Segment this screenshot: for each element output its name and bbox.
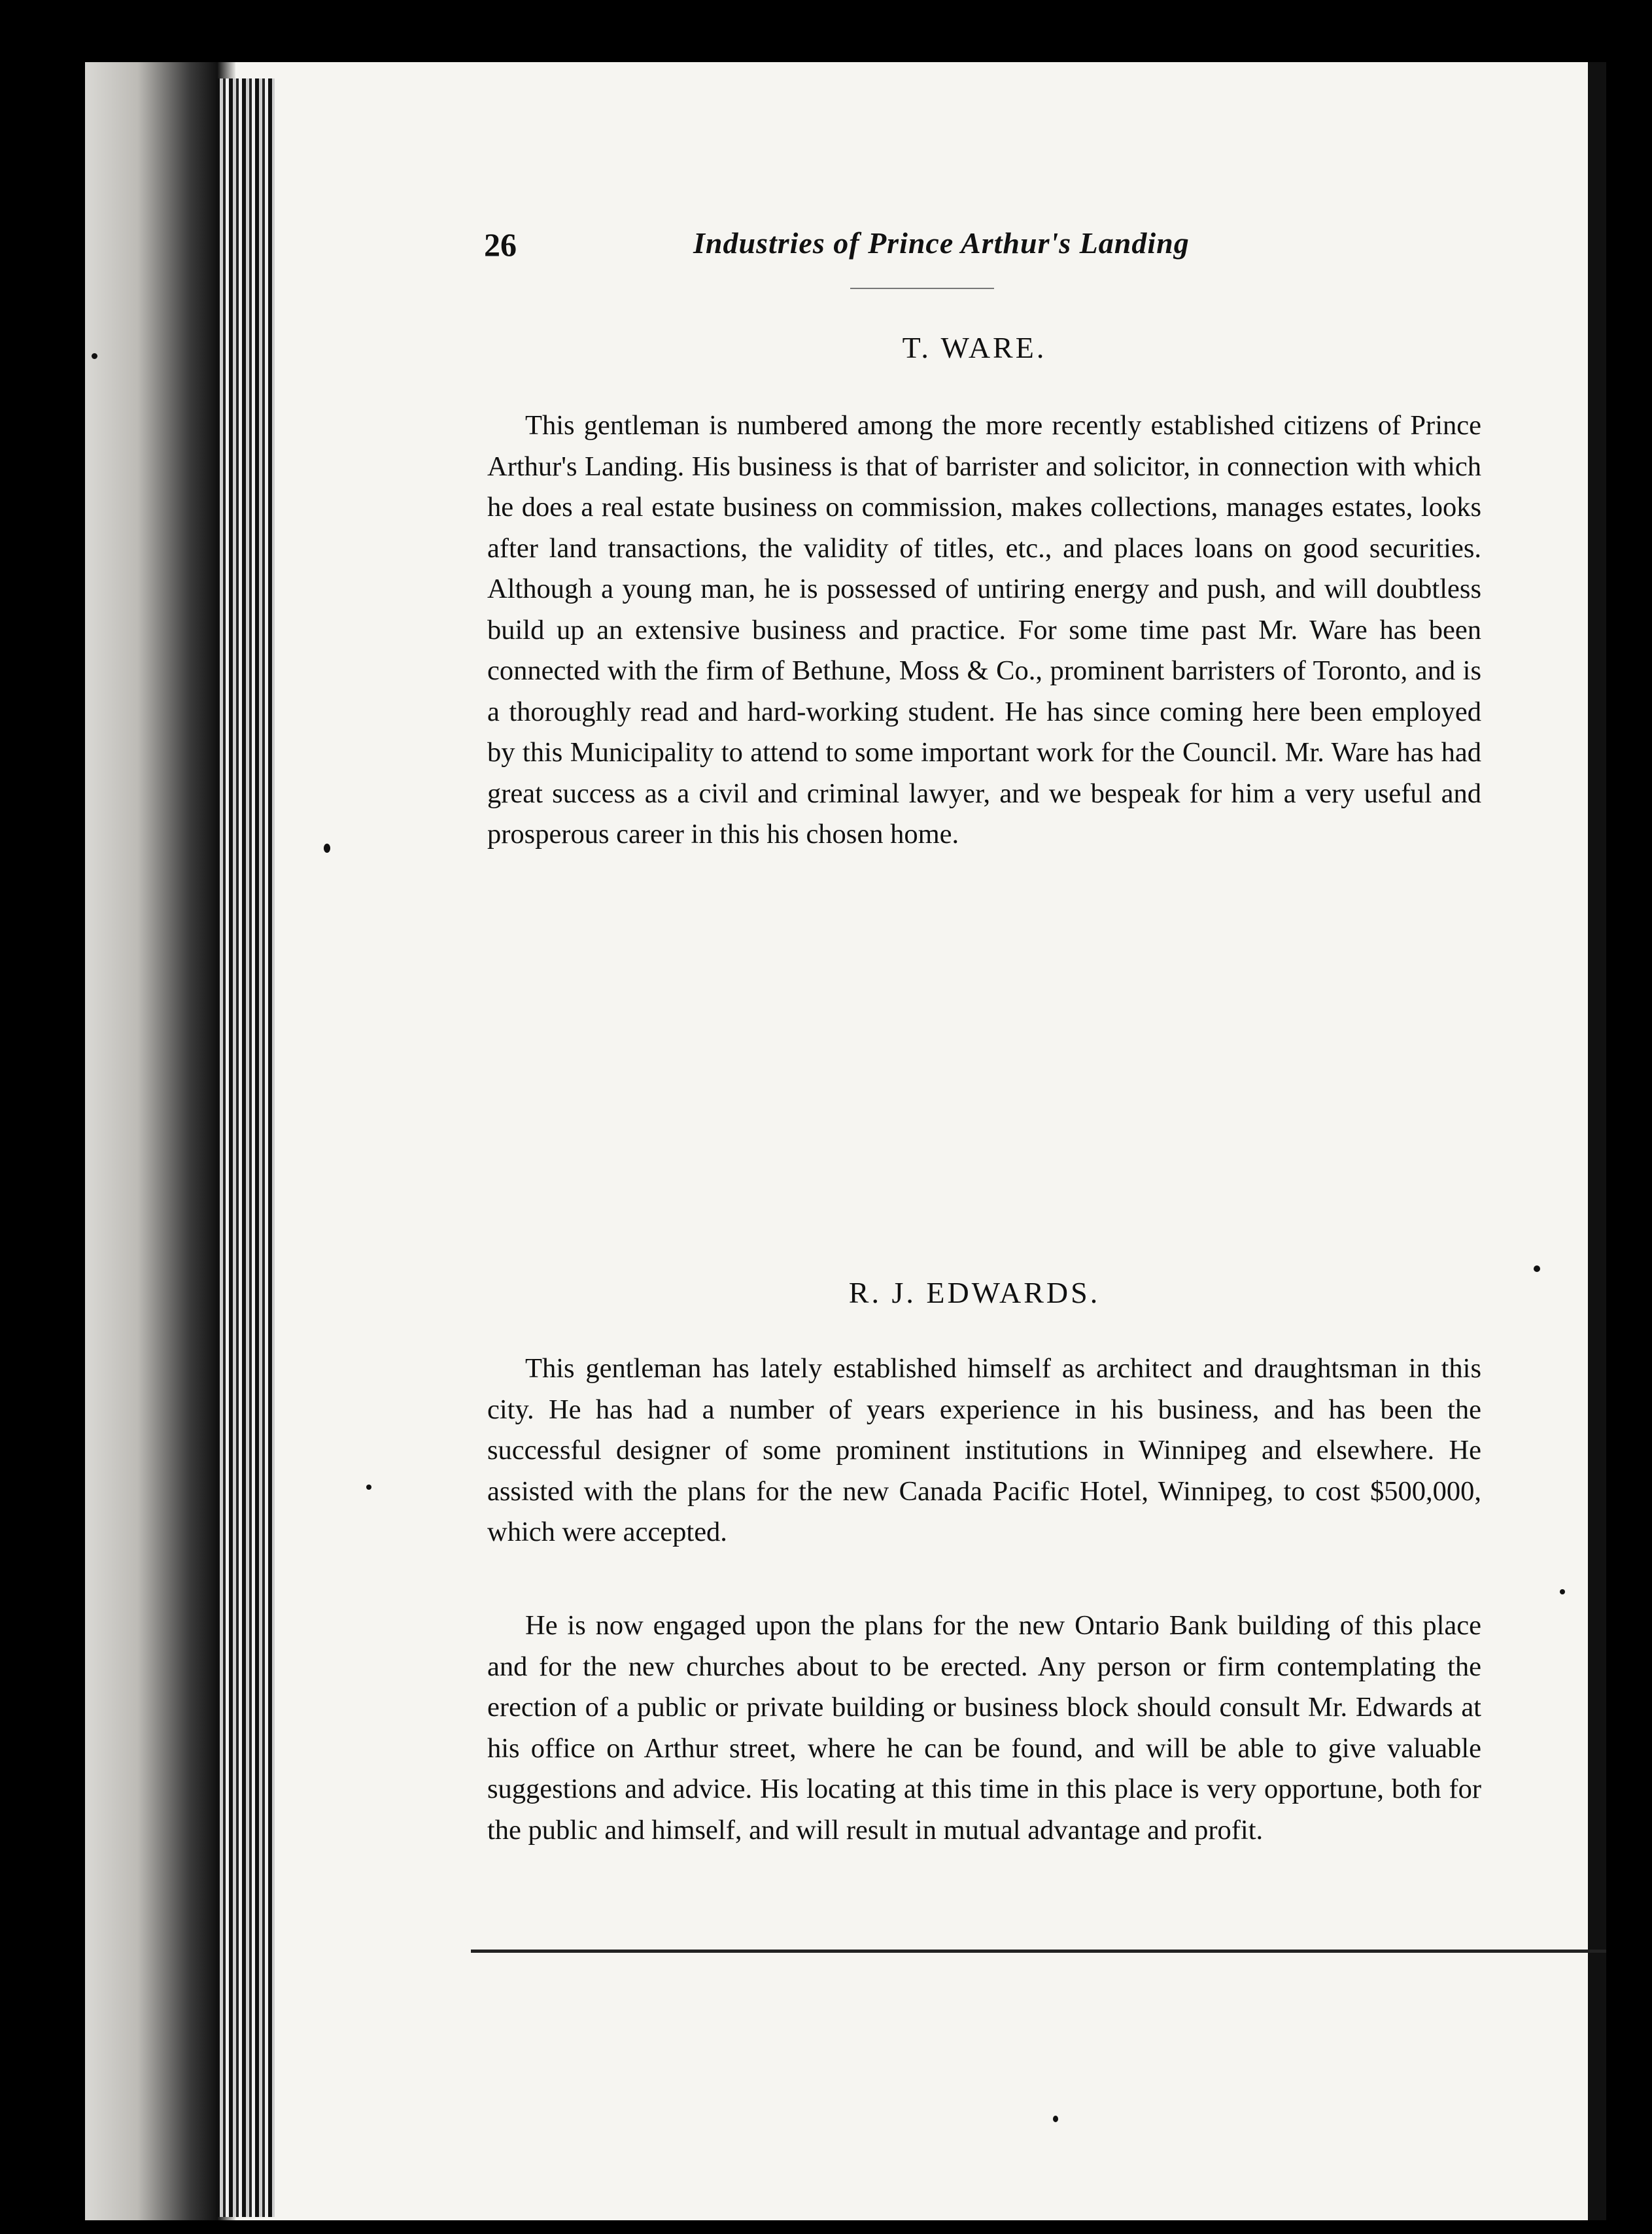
scan-border-right (1606, 0, 1652, 2234)
running-title: Industries of Prince Arthur's Landing (693, 226, 1190, 260)
section-heading-edwards: R. J. EDWARDS. (848, 1276, 1101, 1309)
ware-paragraph: This gentleman is numbered among the more recently established citizens of Prince Arthur's Landing. His business is that of barrister and solicitor, in connection with which he does a real estate business on commission, makes collections, manages estates, looks after land transactions, the validity of titles, etc., and places loans on good securities. Although a young man, he is possessed of untiring energy and push, and will doubtless build up an extensive business and practice. For some time past Mr. Ware has been connected with the firm of Bethune, Moss & Co., prominent barristers of Toronto, and is a thoroughly read and hard-working student. He has since coming here been employed by this Municipality to attend to some important work for the Council. Mr. Ware has had great success as a civil and criminal lawyer, and we bespeak for him a very useful and prosperous career in this his chosen home. (487, 410, 1481, 850)
header-rule (850, 288, 994, 289)
scan-speck (1534, 1265, 1540, 1272)
scan-speck (324, 844, 330, 853)
bottom-scan-line (471, 1950, 1648, 1953)
scan-speck (1560, 1589, 1565, 1594)
edwards-paragraph-2: He is now engaged upon the plans for the new Ontario Bank building of this place and for the new churches about to be erected. Any person or firm contemplating the erection of a public or private building or business block should consult Mr. Edwards at his office on Arthur street, where he can be found, and will be able to give valuable suggestions and advice. His locating at this time in this place is very opportune, both for the public and himself, and will result in mutual advantage and profit. (487, 1610, 1481, 1846)
edwards-paragraph-1: This gentleman has lately established himself as architect and draughtsman in this city. He has had a number of years experience in his business, and has been the successful designer of some prominent institutions in Winnipeg and elsewhere. He assisted with the plans for the new Canada Pacific Hotel, Winnipeg, to cost $500,000, which were accepted. (487, 1353, 1481, 1547)
scan-speck (92, 353, 97, 359)
page-header (484, 226, 1256, 278)
page-number: 26 (484, 226, 517, 263)
section-heading-ware: T. WARE. (902, 331, 1047, 364)
scan-speck (1053, 2116, 1058, 2122)
scan-speck (366, 1485, 371, 1490)
